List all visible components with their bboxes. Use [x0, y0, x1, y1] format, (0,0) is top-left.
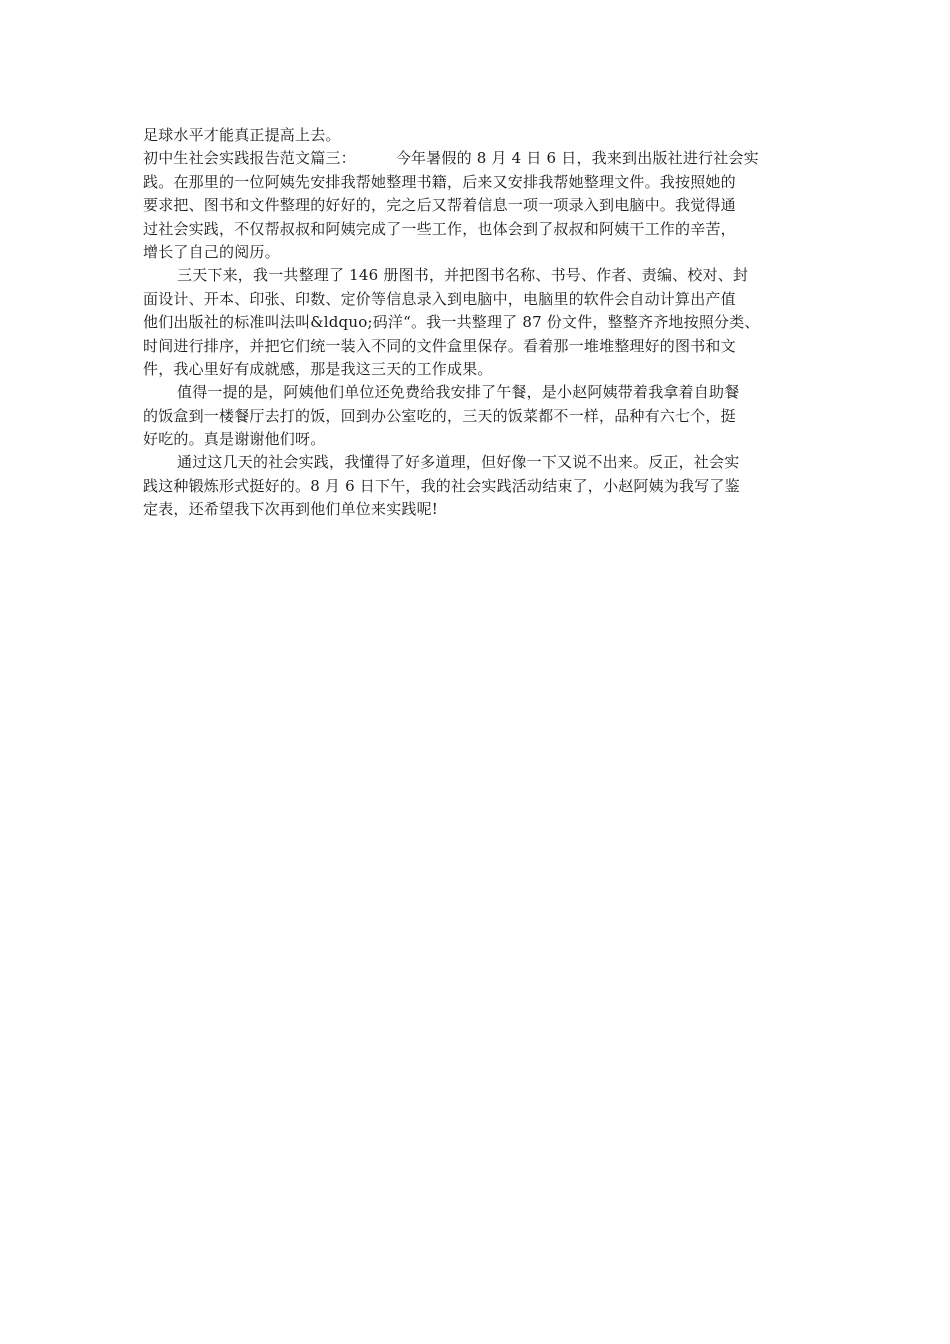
text-line: 过社会实践，不仅帮叔叔和阿姨完成了一些工作，也体会到了叔叔和阿姨干工作的辛苦，: [143, 219, 736, 238]
text-line: 面设计、开本、印张、印数、定价等信息录入到电脑中，电脑里的软件会自动计算出产值: [143, 289, 736, 308]
text-line: 增长了自己的阅历。: [143, 242, 280, 261]
paragraph-first-line: 三天下来，我一共整理了 146 册图书，并把图书名称、书号、作者、责编、校对、封: [177, 266, 749, 285]
text-line: 时间进行排序，并把它们统一装入不同的文件盒里保存。看着那一堆堆整理好的图书和文: [143, 336, 736, 355]
section-heading: 初中生社会实践报告范文篇三：: [143, 149, 356, 168]
text-line: 好吃的。真是谢谢他们呀。: [143, 430, 326, 449]
section-heading-line: [143, 147, 815, 170]
text-line: 践这种锻炼形式挺好的。8 月 6 日下午，我的社会实践活动结束了，小赵阿姨为我写了鉴: [143, 476, 740, 495]
text-line: 的饭盒到一楼餐厅去打的饭，回到办公室吃的，三天的饭菜都不一样，品种有六七个，挺: [143, 406, 736, 425]
text-line: 践。在那里的一位阿姨先安排我帮她整理书籍，后来又安排我帮她整理文件。我按照她的: [143, 172, 736, 191]
text-line: 定表，还希望我下次再到他们单位来实践呢!: [143, 500, 439, 519]
document-body: [143, 124, 815, 522]
text-line: 要求把、图书和文件整理的好好的，完之后又帮着信息一项一项录入到电脑中。我觉得通: [143, 196, 736, 215]
text-line: 他们出版社的标准叫法叫&ldquo;码洋“。我一共整理了 87 份文件，整整齐齐地按照分类、: [143, 313, 760, 332]
paragraph-first-line: 通过这几天的社会实践，我懂得了好多道理，但好像一下又说不出来。反正，社会实: [177, 453, 740, 472]
text-line: 件，我心里好有成就感，那是我这三天的工作成果。: [143, 359, 493, 378]
paragraph-start: 今年暑假的 8 月 4 日 6 日，我来到出版社进行社会实: [395, 149, 759, 168]
text-line: 足球水平才能真正提高上去。: [143, 126, 341, 144]
paragraph-first-line: 值得一提的是，阿姨他们单位还免费给我安排了午餐，是小赵阿姨带着我拿着自助餐: [177, 383, 740, 402]
